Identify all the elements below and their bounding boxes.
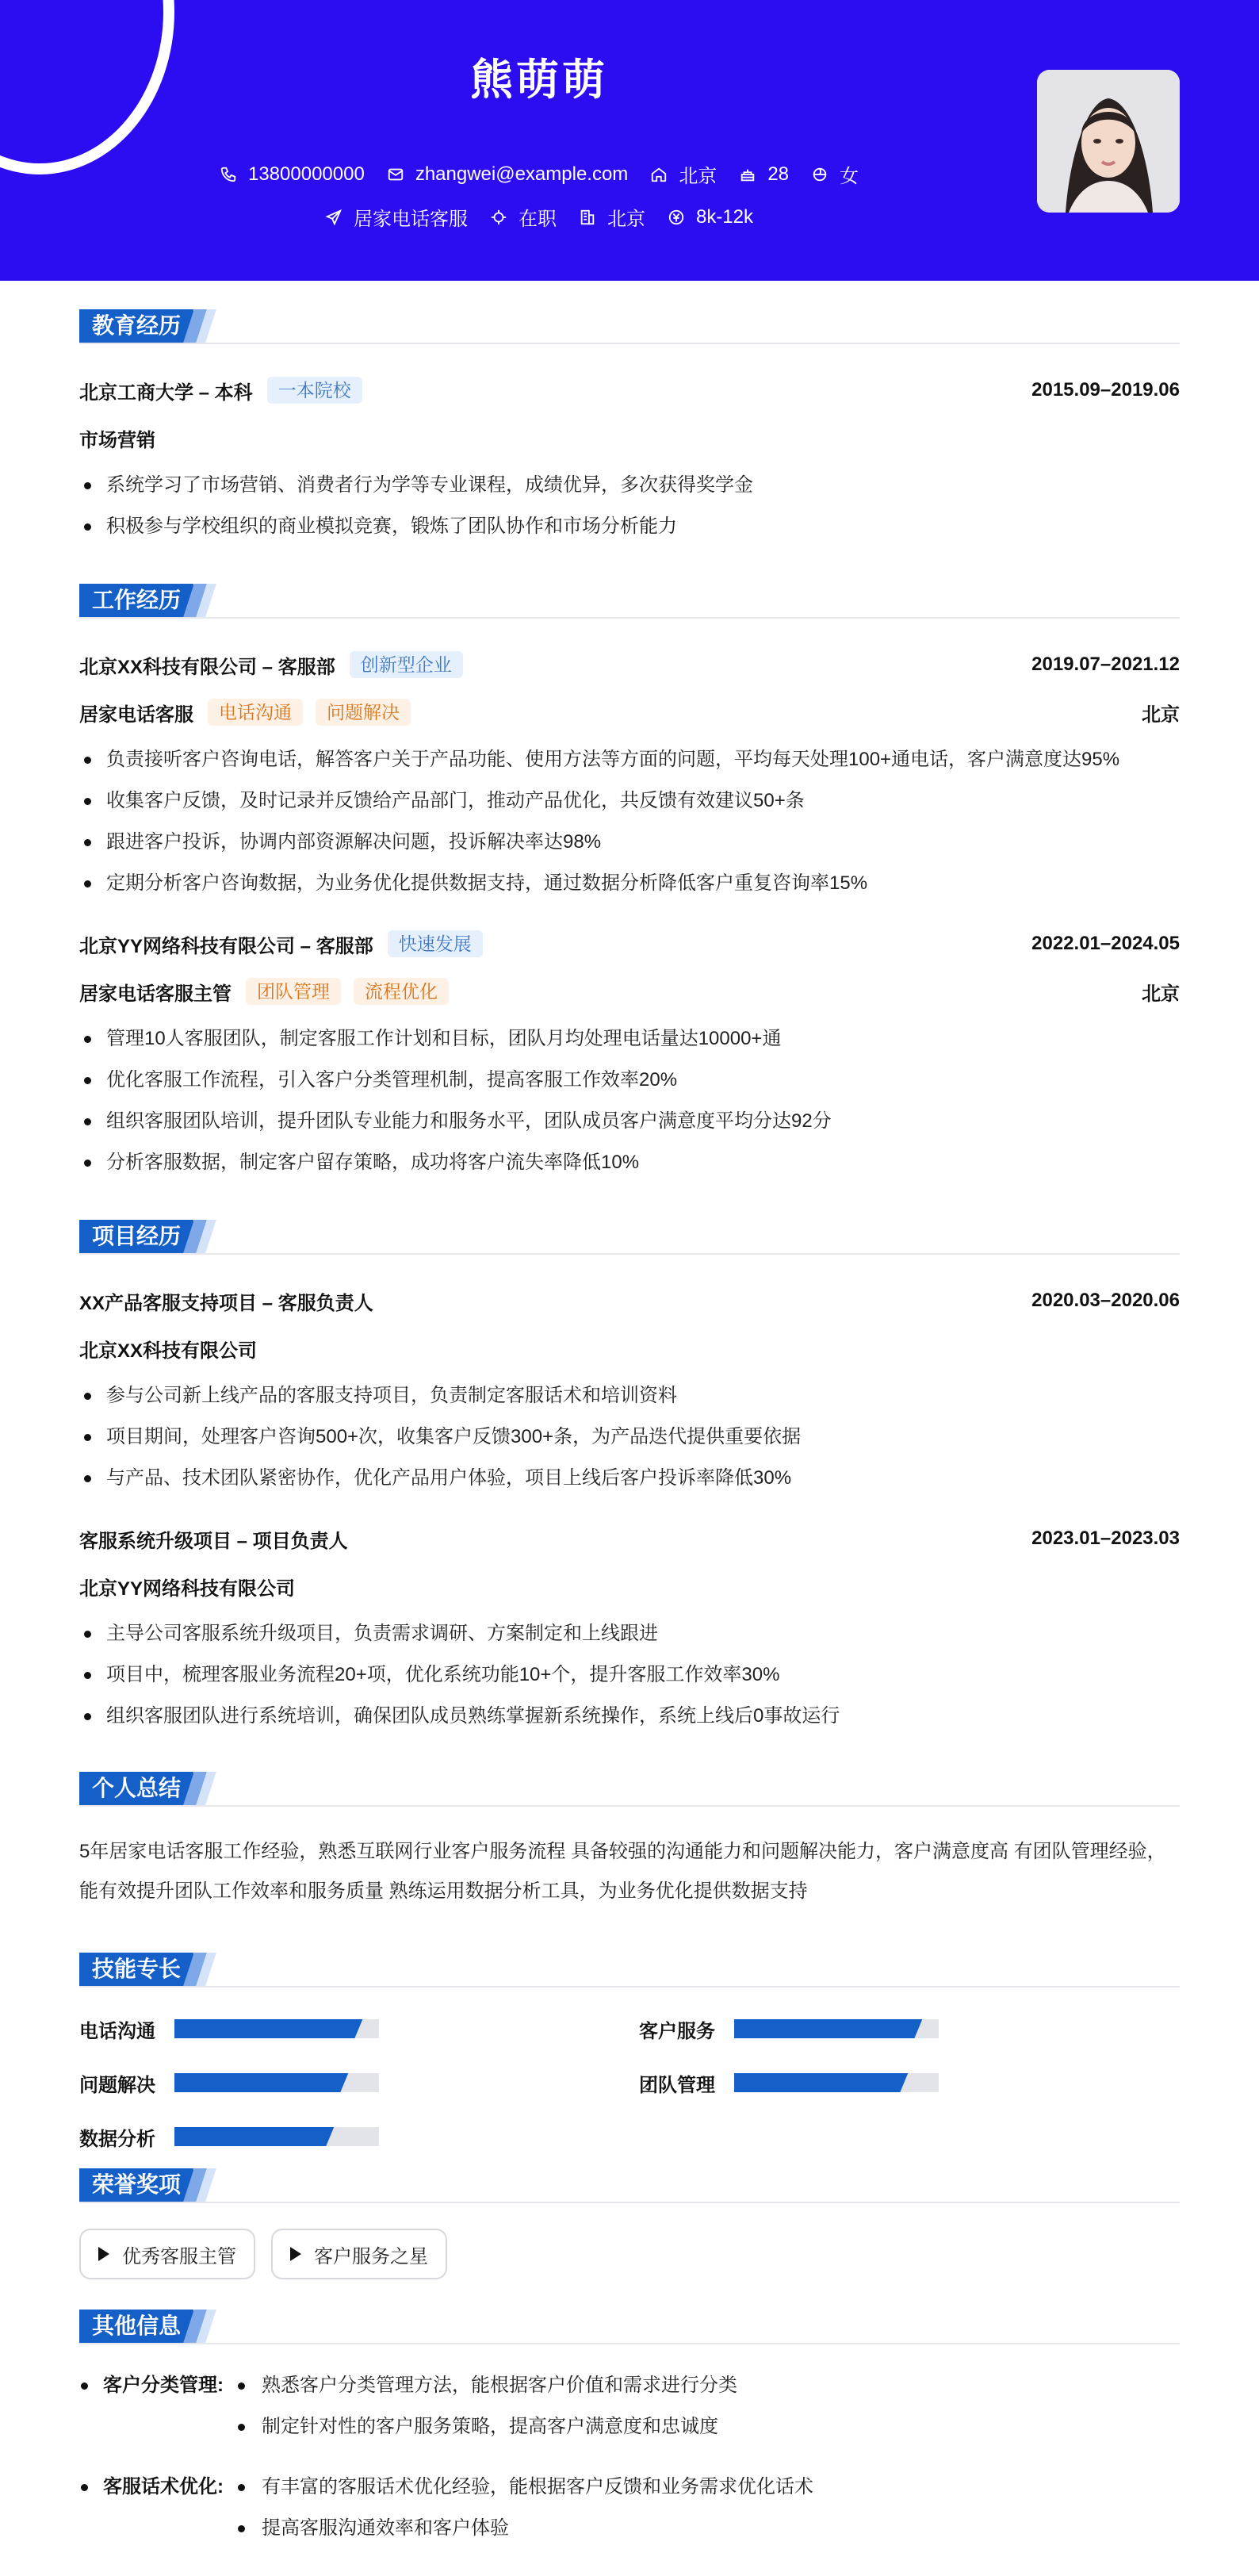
other-item: 制定针对性的客户服务策略，提高客户满意度和忠诚度: [235, 2411, 718, 2443]
skill-bar-fill: [174, 2127, 334, 2146]
other-item: 提高客服沟通效率和客户体验: [235, 2513, 509, 2544]
role-tag: 问题解决: [316, 699, 411, 726]
other-item: 熟悉客户分类管理方法，能根据客户价值和需求进行分类: [235, 2370, 737, 2402]
education-header-row: [79, 374, 1180, 406]
project-bullet: 项目中，梳理客服业务流程20+项，优化系统功能10+个，提升客服工作效率30%: [79, 1659, 1180, 1691]
award-badge: [271, 2229, 447, 2279]
other-title: 其他信息: [79, 2310, 193, 2343]
projects-title: 项目经历: [79, 1220, 193, 1253]
role-tag: 流程优化: [354, 978, 449, 1005]
skill-bar: [174, 2073, 379, 2092]
skills-section-title: [79, 1953, 1180, 1988]
work-city: 北京: [1142, 983, 1180, 1005]
education-bullet: 积极参与学校组织的商业模拟竞赛，锻炼了团队协作和市场分析能力: [79, 511, 1180, 542]
major-row: [79, 422, 1180, 454]
summary-section-title: [79, 1772, 1180, 1807]
job-intent-row: [0, 203, 1078, 231]
position-text: 居家电话客服: [353, 209, 468, 230]
project-company: 北京YY网络科技有限公司: [79, 1577, 296, 1600]
work-bullet: 分析客服数据，制定客户留存策略，成功将客户流失率降低10%: [79, 1147, 1180, 1179]
salary-icon: [668, 209, 685, 226]
salary-text: 8k-12k: [695, 205, 754, 228]
company-name: 北京YY网络科技有限公司 – 客服部: [79, 935, 373, 957]
company-tag: 快速发展: [388, 930, 483, 957]
project-dates: 2023.01–2023.03: [1031, 1528, 1180, 1549]
email-text: zhangwei@example.com: [415, 163, 629, 185]
skill-bar-fill: [174, 2073, 348, 2092]
award-badge: [79, 2229, 255, 2279]
projects-section-title: [79, 1220, 1180, 1255]
age-icon: [739, 166, 756, 183]
work-1-role-row: [79, 696, 1180, 728]
skill-bar-fill: [734, 2073, 908, 2092]
home-icon: [650, 166, 668, 183]
project-2-header-row: [79, 1523, 1180, 1554]
location-item: [650, 160, 717, 188]
location-text: 北京: [679, 166, 718, 187]
skill-bar: [174, 2127, 379, 2146]
play-icon: [98, 2247, 109, 2261]
company-tag: 创新型企业: [350, 651, 463, 678]
building-icon: [579, 209, 596, 226]
age-text: 28: [767, 163, 790, 185]
send-icon: [325, 209, 342, 226]
school-name: 北京工商大学 – 本科: [79, 381, 253, 404]
candidate-name: 熊萌萌: [470, 56, 608, 104]
gender-item: [811, 160, 859, 188]
status-icon: [490, 209, 507, 226]
major-name: 市场营销: [79, 429, 155, 451]
summary-title: 个人总结: [79, 1772, 193, 1805]
project-title: XX产品客服支持项目 – 客服负责人: [79, 1292, 373, 1314]
skill-bar-fill: [734, 2019, 922, 2038]
target-city-text: 北京: [607, 209, 645, 230]
skill-item: [79, 2067, 379, 2099]
position-item: [325, 203, 468, 231]
skills-title: 技能专长: [79, 1953, 193, 1986]
project-bullet: 项目期间，处理客户咨询500+次，收集客户反馈300+条，为产品迭代提供重要依据: [79, 1421, 1180, 1453]
skill-item: [79, 2013, 379, 2045]
phone-item: [220, 163, 365, 186]
contact-row: [0, 160, 1078, 188]
work-city: 北京: [1142, 703, 1180, 726]
phone-icon: [220, 166, 237, 183]
skill-bar: [734, 2019, 939, 2038]
email-item: [387, 163, 629, 186]
awards-section-title: [79, 2168, 1180, 2203]
work-bullet: 跟进客户投诉，协调内部资源解决问题，投诉解决率达98%: [79, 826, 1180, 858]
work-dates: 2022.01–2024.05: [1031, 933, 1180, 954]
summary-line: 能有效提升团队工作效率和服务质量 熟练运用数据分析工具，为业务优化提供数据支持: [79, 1880, 808, 1902]
other-section-title: [79, 2310, 1180, 2344]
award-name: 优秀客服主管: [122, 2245, 236, 2267]
other-label: 客户分类管理:: [79, 2370, 224, 2402]
work-bullet: 组织客服团队培训，提升团队专业能力和服务水平，团队成员客户满意度平均分达92分: [79, 1106, 1180, 1137]
skill-bar-fill: [174, 2019, 362, 2038]
project-title: 客服系统升级项目 – 项目负责人: [79, 1530, 348, 1552]
summary-line: 5年居家电话客服工作经验，熟悉互联网行业客户服务流程 具备较强的沟通能力和问题解决能力，客户满意度高 有团队管理经验，: [79, 1841, 1166, 1862]
education-dates: 2015.09–2019.06: [1031, 379, 1180, 401]
status-text: 在职: [518, 209, 557, 230]
company-name: 北京XX科技有限公司 – 客服部: [79, 656, 335, 678]
skill-name: 问题解决: [79, 2074, 155, 2096]
work-dates: 2019.07–2021.12: [1031, 654, 1180, 675]
project-company: 北京XX科技有限公司: [79, 1340, 258, 1362]
skill-item: [639, 2067, 939, 2099]
education-section-title: [79, 309, 1180, 344]
project-dates: 2020.03–2020.06: [1031, 1290, 1180, 1311]
role-name: 居家电话客服主管: [79, 983, 232, 1005]
work-bullet: 管理10人客服团队，制定客服工作计划和目标，团队月均处理电话量达10000+通: [79, 1023, 1180, 1055]
skill-bar: [174, 2019, 379, 2038]
work-2-header-row: [79, 928, 1180, 960]
work-title: 工作经历: [79, 584, 193, 617]
skill-name: 团队管理: [639, 2074, 715, 2096]
mail-icon: [387, 166, 404, 183]
salary-item: [668, 206, 753, 228]
role-tag: 电话沟通: [208, 699, 303, 726]
work-section-title: [79, 584, 1180, 619]
project-bullet: 组织客服团队进行系统培训，确保团队成员熟练掌握新系统操作，系统上线后0事故运行: [79, 1700, 1180, 1732]
other-item: 有丰富的客服话术优化经验，能根据客户反馈和业务需求优化话术: [235, 2471, 813, 2503]
other-label: 客服话术优化:: [79, 2471, 224, 2503]
work-2-role-row: [79, 976, 1180, 1007]
project-bullet: 参与公司新上线产品的客服支持项目，负责制定客服话术和培训资料: [79, 1380, 1180, 1412]
skill-bar: [734, 2073, 939, 2092]
skill-name: 电话沟通: [79, 2020, 155, 2042]
gender-icon: [811, 166, 828, 183]
school-tag: 一本院校: [267, 377, 362, 404]
skill-item: [79, 2121, 379, 2152]
work-bullet: 负责接听客户咨询电话，解答客户关于产品功能、使用方法等方面的问题，平均每天处理100+通电话，客户满意度达95%: [79, 744, 1180, 776]
gender-text: 女: [840, 166, 859, 187]
work-bullet: 优化客服工作流程，引入客户分类管理机制，提高客服工作效率20%: [79, 1064, 1180, 1096]
skill-name: 数据分析: [79, 2128, 155, 2150]
role-tag: 团队管理: [246, 978, 341, 1005]
project-bullet: 与产品、技术团队紧密协作，优化产品用户体验，项目上线后客户投诉率降低30%: [79, 1462, 1180, 1494]
award-name: 客户服务之星: [314, 2245, 428, 2267]
project-1-company-row: [79, 1332, 1180, 1364]
age-item: [739, 163, 789, 186]
project-1-header-row: [79, 1285, 1180, 1317]
work-1-header-row: [79, 649, 1180, 680]
resume-header: [0, 0, 1259, 281]
work-bullet: 收集客户反馈，及时记录并反馈给产品部门，推动产品优化，共反馈有效建议50+条: [79, 785, 1180, 817]
education-title: 教育经历: [79, 309, 193, 343]
work-bullet: 定期分析客户咨询数据，为业务优化提供数据支持，通过数据分析降低客户重复咨询率15%: [79, 868, 1180, 899]
play-icon: [290, 2247, 301, 2261]
status-item: [490, 203, 557, 231]
role-name: 居家电话客服: [79, 703, 193, 726]
target-city-item: [579, 203, 645, 231]
project-bullet: 主导公司客服系统升级项目，负责需求调研、方案制定和上线跟进: [79, 1618, 1180, 1650]
skill-item: [639, 2013, 939, 2045]
project-2-company-row: [79, 1570, 1180, 1602]
awards-title: 荣誉奖项: [79, 2168, 193, 2202]
education-bullet: 系统学习了市场营销、消费者行为学等专业课程，成绩优异，多次获得奖学金: [79, 470, 1180, 501]
avatar-photo: [1037, 70, 1180, 213]
phone-text: 13800000000: [247, 163, 365, 185]
skill-name: 客户服务: [639, 2020, 715, 2042]
